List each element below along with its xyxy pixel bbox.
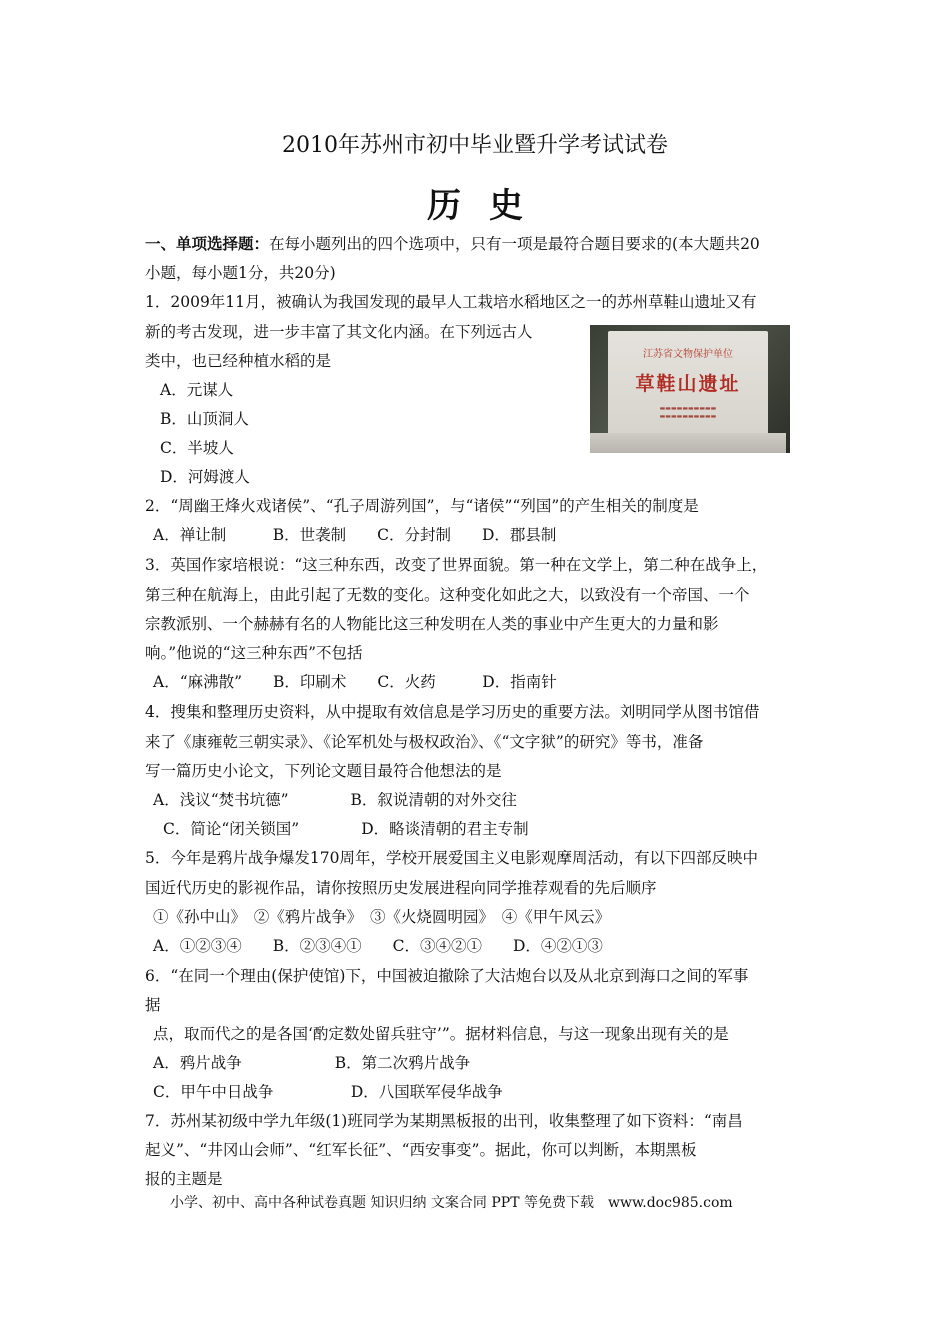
section-instruction: 在每小题列出的四个选项中，只有一项是最符合题目要求的(本大题共20 — [269, 235, 760, 253]
q1-option-b: B．山顶洞人 — [160, 410, 249, 428]
q4-options-1: A．浅议“焚书坑德” B．叙说清朝的对外交往 — [153, 791, 517, 809]
stone-base — [590, 433, 786, 453]
q6-line-3: 点，取而代之的是各国‘酌定数处留兵驻守’”。据材料信息，与这一现象出现有关的是 — [153, 1025, 729, 1043]
q6-options-1: A．鸦片战争 B．第二次鸦片战争 — [153, 1054, 471, 1072]
q1-line-1: 1．2009年11月，被确认为我国发现的最早人工栽培水稻地区之一的苏州草鞋山遗址又有 — [145, 293, 757, 311]
exam-title: 2010年苏州市初中毕业暨升学考试试卷 — [282, 133, 668, 158]
q6-line-1: 6．“在同一个理由(保护使馆)下，中国被迫撤除了大沽炮台以及从北京到海口之间的军事 — [145, 967, 749, 985]
q1-line-3: 类中，也已经种植水稻的是 — [145, 352, 332, 370]
q2-line-1: 2．“周幽王烽火戏诸侯”、“孔子周游列国”，与“诸侯”“列国”的产生相关的制度是 — [145, 497, 699, 515]
q3-line-1: 3．英国作家培根说：“这三种东西，改变了世界面貌。第一种在文学上，第二种在战争上， — [145, 556, 768, 574]
q6-line-2: 据 — [145, 996, 161, 1014]
q5-options: A．①②③④ B．②③④① C．③④②① D．④②①③ — [153, 937, 603, 955]
q4-options-2: C．简论“闭关锁国” D．略谈清朝的君主专制 — [163, 820, 529, 838]
stone-inscription-top: 江苏省文物保护单位 — [643, 349, 733, 360]
stone-inscription-main: 草鞋山遗址 — [635, 373, 741, 395]
q4-line-3: 写一篇历史小论文，下列论文题目最符合他想法的是 — [145, 762, 502, 780]
q5-line-2: 国近代历史的影视作品，请你按照历史发展进程向同学推荐观看的先后顺序 — [145, 879, 657, 897]
memorial-stone — [608, 331, 768, 441]
q6-options-2: C．甲午中日战争 D．八国联军侵华战争 — [153, 1083, 503, 1101]
q7-line-2: 起义”、“井冈山会师”、“红军长征”、“西安事变”。据此，你可以判断，本期黑板 — [145, 1141, 697, 1159]
q3-options: A．“麻沸散” B．印刷术 C．火药 D．指南针 — [153, 673, 557, 691]
q1-line-2: 新的考古发现，进一步丰富了其文化内涵。在下列远古人 — [145, 323, 533, 341]
q5-items: ①《孙中山》 ②《鸦片战争》 ③《火烧圆明园》 ④《甲午风云》 — [153, 908, 611, 926]
stone-small-text: ▬▬▬▬▬▬▬▬▬▬ ▬▬▬▬▬▬▬▬▬▬ — [659, 405, 717, 420]
q4-line-1: 4．搜集和整理历史资料，从中提取有效信息是学习历史的重要方法。刘明同学从图书馆借 — [145, 703, 760, 721]
section-instruction-line-2: 小题，每小题1分，共20分) — [145, 264, 336, 282]
page-footer: 小学、初中、高中各种试卷真题 知识归纳 文案合同 PPT 等免费下载 www.doc985.com — [170, 1195, 733, 1211]
q5-line-1: 5．今年是鸦片战争爆发170周年，学校开展爱国主义电影观摩周活动，有以下四部反映中 — [145, 849, 758, 867]
q7-line-1: 7．苏州某初级中学九年级(1)班同学为某期黑板报的出刊，收集整理了如下资料：“南昌 — [145, 1112, 743, 1130]
q4-line-2: 来了《康雍乾三朝实录》、《论军机处与极权政治》、《“文字狱”的研究》等书，准备 — [145, 733, 704, 751]
q3-line-4: 响。”他说的“这三种东西”不包括 — [145, 644, 363, 662]
q3-line-2: 第三种在航海上，由此引起了无数的变化。这种变化如此之大，以致没有一个帝国、一个 — [145, 586, 750, 604]
q3-line-3: 宗教派别、一个赫赫有名的人物能比这三种发明在人类的事业中产生更大的力量和影 — [145, 615, 719, 633]
q1-option-c: C．半坡人 — [160, 439, 234, 457]
section-instruction-line-1 — [145, 234, 760, 254]
section-heading: 一、单项选择题： — [145, 234, 270, 253]
caoxieshan-site-photo — [590, 325, 790, 453]
q7-line-3: 报的主题是 — [145, 1170, 223, 1188]
q2-options: A．禅让制 B．世袭制 C．分封制 D．郡县制 — [153, 526, 557, 544]
q1-option-d: D．河姆渡人 — [160, 468, 250, 486]
q1-option-a: A．元谋人 — [160, 381, 234, 399]
subject-heading: 历史 — [427, 186, 551, 226]
